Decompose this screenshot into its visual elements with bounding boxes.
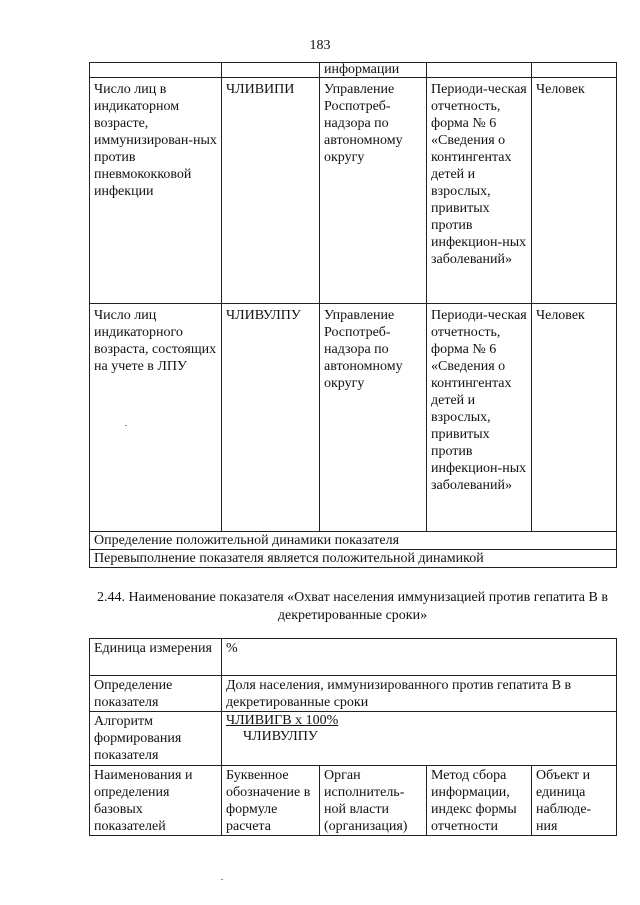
- indicator-code-cell: ЧЛИВУЛПУ: [222, 304, 320, 532]
- section-heading: 2.44. Наименование показателя «Охват населения иммунизацией против гепатита В в декретированные сроки»: [97, 590, 608, 623]
- header-cell: Орган исполнитель-ной власти (организация): [320, 766, 427, 836]
- unit-cell: Человек: [532, 78, 617, 304]
- indicator-name-cell: Число лиц в индикаторном возрасте, иммунизирован-ных против пневмококковой инфекции: [90, 78, 222, 304]
- header-cell: Объект и единица наблюде-ния: [532, 766, 617, 836]
- definition-row: [90, 676, 617, 712]
- definition-label: Определение показателя: [90, 676, 222, 712]
- indicator-code-cell: ЧЛИВИПИ: [222, 78, 320, 304]
- dynamics-definition-row: [90, 532, 617, 550]
- unit-row: [90, 639, 617, 676]
- formula-denominator: ЧЛИВУЛПУ: [243, 729, 318, 744]
- algorithm-label: Алгоритм формирования показателя: [90, 712, 222, 766]
- unit-label: Единица измерения: [90, 639, 222, 676]
- formula-cell: [222, 712, 617, 766]
- formula-numerator: ЧЛИВИГВ x 100%: [226, 713, 339, 728]
- header-cell: Наименования и определения базовых показателей: [90, 766, 222, 836]
- method-cell: Периоди-ческая отчетность, форма № 6 «Сведения о контингентах детей и взрослых, привитых против инфекцион-ных заболеваний»: [427, 304, 532, 532]
- dynamics-definition-cell: Определение положительной динамики показателя: [90, 532, 617, 550]
- overfulfillment-row: [90, 550, 617, 568]
- header-row: [90, 766, 617, 836]
- overfulfillment-cell: Перевыполнение показателя является положительной динамикой: [90, 550, 617, 568]
- method-cell: Периоди-ческая отчетность, форма № 6 «Сведения о контингентах детей и взрослых, привитых против инфекцион-ных заболеваний»: [427, 78, 532, 304]
- continuation-row: [90, 63, 617, 78]
- algorithm-row: [90, 712, 617, 766]
- scan-speck: [221, 879, 223, 880]
- indicator-name-cell: Число лиц индикаторного возраста, состоящих на учете в ЛПУ: [90, 304, 222, 532]
- unit-cell: Человек: [532, 304, 617, 532]
- table-row: [90, 78, 617, 304]
- header-cell: Метод сбора информации, индекс формы отчетности: [427, 766, 532, 836]
- header-cell: Буквенное обозначение в формуле расчета: [222, 766, 320, 836]
- organ-cell: Управление Роспотреб-надзора по автономному округу: [320, 78, 427, 304]
- page-number: 183: [309, 38, 331, 53]
- unit-value: %: [222, 639, 617, 676]
- definition-value: Доля населения, иммунизированного против гепатита В в декретированные сроки: [222, 676, 617, 712]
- scan-speck: [125, 425, 127, 426]
- continuation-cell: информации: [320, 63, 427, 78]
- indicator-passport-table: [89, 638, 617, 836]
- indicators-table-continued: [89, 62, 617, 568]
- table-row: [90, 304, 617, 532]
- organ-cell: Управление Роспотреб-надзора по автономному округу: [320, 304, 427, 532]
